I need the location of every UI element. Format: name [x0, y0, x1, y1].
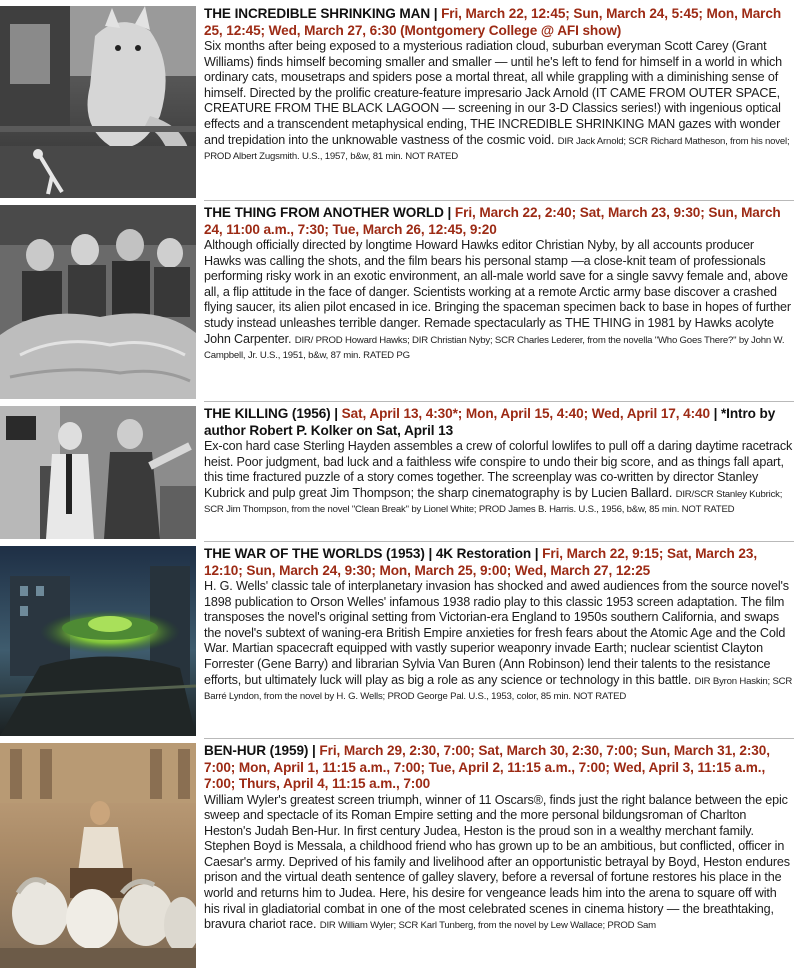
divider [204, 738, 794, 739]
film-title: THE THING FROM ANOTHER WORLD [204, 205, 444, 220]
film-description [204, 793, 794, 933]
heading-separator: | [443, 205, 455, 220]
film-entry-thing-from-another-world [0, 205, 800, 399]
film-credits: DIR Byron Haskin; SCR Barré Lyndon, from the novel by H. G. Wells; PROD George Pal. U.S., 1953, color, 85 min. NOT RATED [204, 675, 793, 703]
film-still-the-killing [0, 406, 196, 539]
film-heading [204, 6, 794, 39]
heading-separator: | [308, 743, 320, 758]
film-title: THE INCREDIBLE SHRINKING MAN [204, 6, 431, 21]
divider [204, 541, 794, 542]
film-entry-war-of-the-worlds [0, 546, 800, 736]
description-text: Six months after being exposed to a mysterious radiation cloud, suburban everyman Scott Carey (Grant Williams) finds himself becoming smaller and smaller — until he's left to fend for himself in a world in which ordinary cats, mousetraps and spiders pose a mortal threat, all while grappling with a diminishing sense of himself. Directed by the prolific creature-feature impresario Jack Arnold (IT CAME FROM OUTER SPACE, CREATURE FROM THE BLACK LAGOON — screening in our 3-D Classics series!) with ingenious optical effects and a transcendent metaphysical ending, THE INCREDIBLE SHRINKING MAN gazes with wonder and trepidation into the unknowable vastness of the cosmic void. [204, 39, 783, 147]
film-entry-the-killing [0, 406, 800, 539]
film-credits: DIR Jack Arnold; SCR Richard Matheson, from his novel; PROD Albert Zugsmith. U.S., 1957, b&w, 81 min. NOT RATED [204, 135, 790, 163]
description-text: William Wyler's greatest screen triumph, winner of 11 Oscars®, finds just the right balance between the epic sweep and spectacle of its Roman Empire setting and the more personal bildungsroman of Charlton Heston's Judah Ben-Hur. In first century Judea, Heston is the proud son in a wealthy merchant family. Stephen Boyd is Messala, a childhood friend who has grown up to be an ambitious, but conflicted, officer in Caesar's army. Deprived of his family and livelihood after an opportunistic betrayal by Boyd, Heston endures prison and the virtual death sentence of galley slavery, before a reversal of fortune restores his place in the world and returns him to Judea. Here, his desire for vengeance leads him into the arena to square off with his rival in gladiatorial combat in one of the most celebrated scenes in cinema history — the breathtaking, bravura chariot race. [204, 792, 790, 932]
showtimes: Fri, March 22, 12:45; Sun, March 24, 5:45; Mon, March 25, 12:45; Wed, March 27, 6:30 (Montgomery College @ AFI show) [204, 6, 782, 38]
film-heading [204, 406, 794, 439]
film-heading [204, 546, 794, 579]
film-description [204, 439, 794, 517]
film-still-incredible-shrinking-man [0, 6, 196, 198]
description-text: H. G. Wells' classic tale of interplanetary invasion has shocked and awed audiences from the source novel's 1898 publication to Orson Welles' infamous 1938 radio play to this classic 1953 screen adaptation. The film transposes the novel's original setting from Victorian-era England to 1950s southern California, and swaps the novel's subtext of waning-era British Empire anxieties for fresh fears about the Atomic Age and the Cold War. Martian spacecraft equipped with vastly superior weaponry invade Earth; nuclear scientist Clayton Forrester (Gene Barry) and librarian Sylvia Van Buren (Ann Robinson) lend their talents to the resistance efforts, but ultimately luck will play as big a role as any science or technology in this battle. [204, 579, 789, 687]
heading-separator: | [330, 406, 342, 421]
divider [204, 401, 794, 402]
showtimes: Sat, April 13, 4:30*; Mon, April 15, 4:40; Wed, April 17, 4:40 [341, 406, 710, 421]
showtimes: Fri, March 29, 2:30, 7:00; Sat, March 30, 2:30, 7:00; Sun, March 31, 2:30, 7:00; Mon, April 1, 11:15 a.m., 7:00; Tue, April 2, 11:15 a.m., 7:00; Wed, April 3, 11:15 a.m., 7:00; Thurs, April 4, 11:15 a.m., 7:00 [204, 743, 770, 791]
film-credits: DIR William Wyler; SCR Karl Tunberg, from the novel by Lew Wallace; PROD Sam [319, 920, 656, 932]
film-description [204, 39, 794, 164]
restoration-note: 4K Restoration | [435, 546, 543, 561]
film-title: THE WAR OF THE WORLDS (1953) [204, 546, 425, 561]
film-credits: DIR/SCR Stanley Kubrick; SCR Jim Thompson, from the novel "Clean Break" by Lionel White; PROD James B. Harris. U.S., 1956, b&w, 85 min. NOT RATED [204, 488, 783, 516]
film-heading [204, 205, 794, 238]
description-text: Ex-con hard case Sterling Hayden assembles a crew of colorful lowlifes to pull off a daring daytime racetrack heist. Poor judgment, bad luck and a faithless wife conspire to undo their big score, and as things fall apart, this time fractured puzzle of a story comes together. The screenplay was co-written by director Stanley Kubrick and pulp great Jim Thompson; the sharp cinematography is by Lucien Ballard. [204, 439, 793, 500]
heading-separator: | [424, 546, 436, 561]
film-title: BEN-HUR (1959) [204, 743, 309, 758]
showtimes: Fri, March 22, 9:15; Sat, March 23, 12:10; Sun, March 24, 9:30; Mon, March 25, 9:00; Wed, March 27, 12:25 [204, 546, 758, 578]
film-still-ben-hur [0, 743, 196, 968]
film-heading [204, 743, 794, 793]
intro-note: | *Intro by author Robert P. Kolker on Sat, April 13 [204, 406, 776, 438]
film-description [204, 579, 794, 704]
film-credits: DIR/ PROD Howard Hawks; DIR Christian Nyby; SCR Charles Lederer, from the novella "Who Goes There?" by John W. Campbell, Jr. U.S., 1951, b&w, 87 min. RATED PG [204, 334, 785, 362]
film-still-thing-from-another-world [0, 205, 196, 399]
description-text: Although officially directed by longtime Howard Hawks editor Christian Nyby, by all accounts producer Hawks was calling the shots, and the film bears his personal stamp —a close-knit team of professionals performing risky work in an exotic environment, an all-male world save for a single savvy female and, above all, a flip attitude in the face of danger. Scientists working at a remote Arctic army base discover a crashed flying saucer, its alien pilot encased in ice. Bringing the spaceman specimen back to base in hopes of further study instead unleashes terrible danger. Remade spectacularly as THE THING in 1981 by Hawks acolyte John Carpenter. [204, 238, 791, 346]
film-title: THE KILLING (1956) [204, 406, 331, 421]
film-entry-ben-hur [0, 743, 800, 968]
showtimes: Fri, March 22, 2:40; Sat, March 23, 9:30; Sun, March 24, 11:00 a.m., 7:30; Tue, March 26, 12:45, 9:20 [204, 205, 781, 237]
film-description [204, 238, 794, 363]
film-still-war-of-the-worlds [0, 546, 196, 736]
heading-separator: | [430, 6, 442, 21]
divider [204, 200, 794, 201]
film-entry-incredible-shrinking-man [0, 6, 800, 198]
